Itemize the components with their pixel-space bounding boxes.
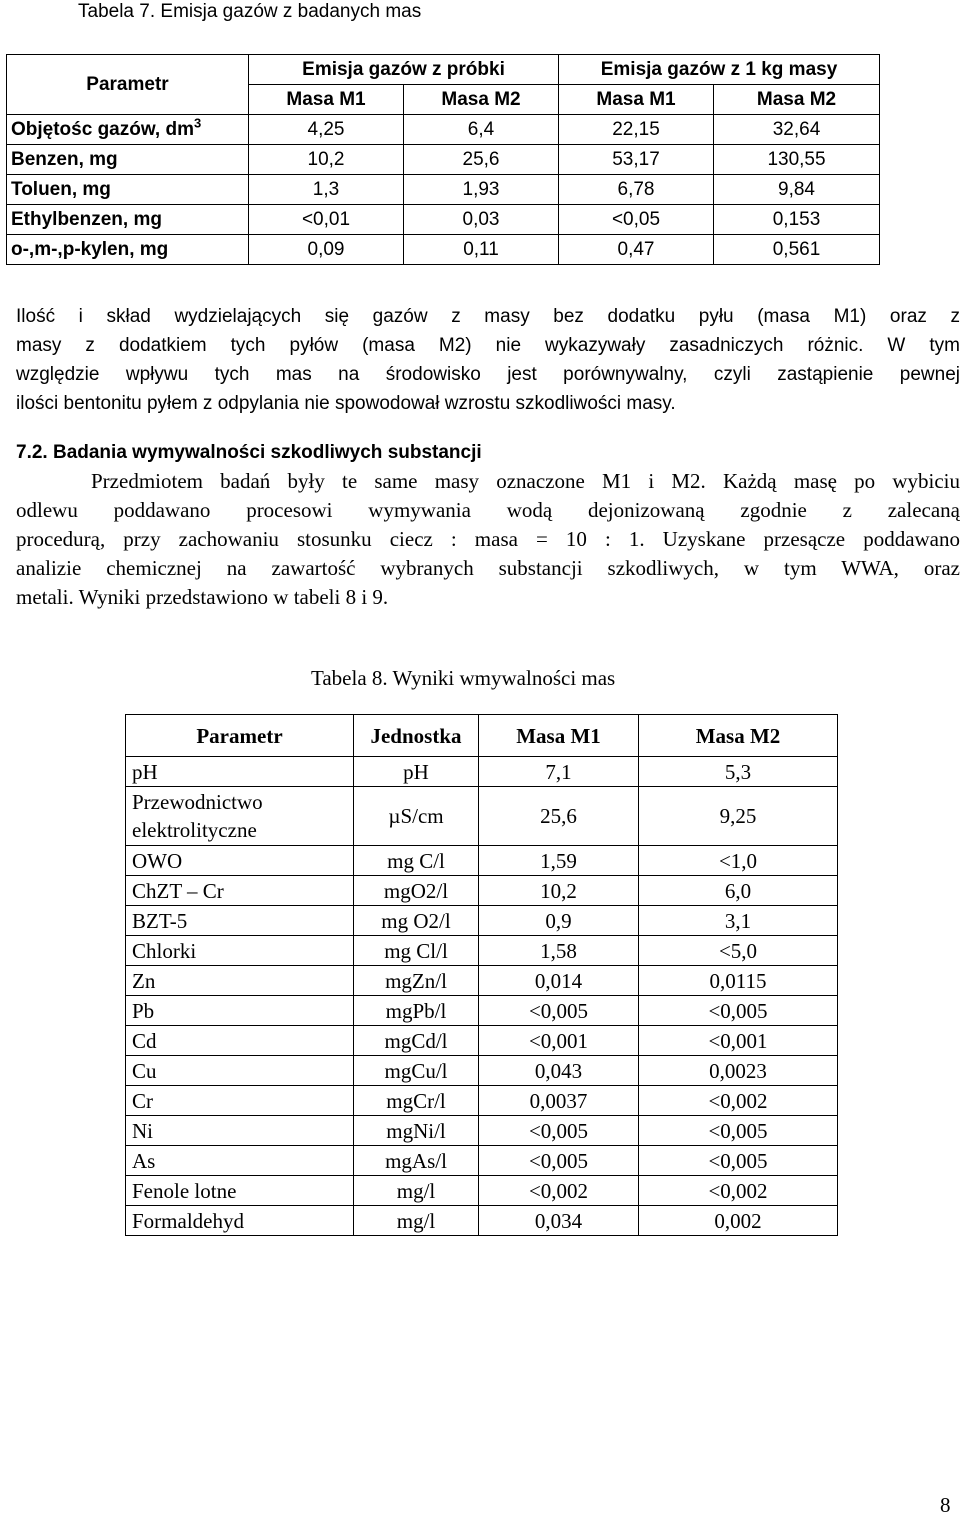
table8-m1-cell: <0,005 xyxy=(479,1116,639,1146)
table8-m1-cell: 0,043 xyxy=(479,1056,639,1086)
table8-leaching-results xyxy=(125,714,838,1236)
table7-value-cell: 1,3 xyxy=(249,175,404,205)
paragraph-line: analizie chemicznej na zawartość wybranych substancji szkodliwych, w tym WWA, oraz xyxy=(16,556,960,580)
table8-m2-cell: 3,1 xyxy=(639,906,838,936)
table8-unit-cell: mg C/l xyxy=(354,846,479,876)
table8-m2-cell: <0,002 xyxy=(639,1086,838,1116)
table-row xyxy=(126,1056,838,1086)
table8-m1-cell: 0,0037 xyxy=(479,1086,639,1116)
table7-value-cell: 25,6 xyxy=(404,145,559,175)
table8-param-cell: pH xyxy=(126,757,354,787)
table8-m1-cell: 1,58 xyxy=(479,936,639,966)
table8-m2-cell: <0,002 xyxy=(639,1176,838,1206)
table8-param-cell: ChZT – Cr xyxy=(126,876,354,906)
table-row xyxy=(126,876,838,906)
table7-header-sample-m1: Masa M1 xyxy=(249,85,404,115)
table8-m2-cell: 6,0 xyxy=(639,876,838,906)
table7-header-sample-m2: Masa M2 xyxy=(404,85,559,115)
table8-unit-cell: mgCr/l xyxy=(354,1086,479,1116)
table7-param-cell xyxy=(7,205,249,235)
table8-param-cell: Zn xyxy=(126,966,354,996)
page-number: 8 xyxy=(940,1493,951,1517)
table7-value-cell: 1,93 xyxy=(404,175,559,205)
table8-caption: Tabela 8. Wyniki wmywalności mas xyxy=(311,666,616,690)
table-row xyxy=(126,966,838,996)
table8-param-cell: OWO xyxy=(126,846,354,876)
table7-value-cell: 6,4 xyxy=(404,115,559,145)
table8-unit-cell: mgNi/l xyxy=(354,1116,479,1146)
table7-header-kg-m1: Masa M1 xyxy=(559,85,714,115)
table8-param-cell: Chlorki xyxy=(126,936,354,966)
table7-param-label: o-,m-,p-kylen, mg xyxy=(11,239,169,260)
table7-value-cell: 130,55 xyxy=(714,145,880,175)
table-row xyxy=(126,1086,838,1116)
table8-m1-cell: 0,034 xyxy=(479,1206,639,1236)
table8-unit-cell: mg/l xyxy=(354,1176,479,1206)
table8-unit-cell: mg O2/l xyxy=(354,906,479,936)
table8-m1-cell: 7,1 xyxy=(479,757,639,787)
table7-value-cell: <0,01 xyxy=(249,205,404,235)
table7-param-cell xyxy=(7,145,249,175)
table-row xyxy=(126,936,838,966)
table8-m1-cell: <0,005 xyxy=(479,1146,639,1176)
table8-m2-cell: <0,005 xyxy=(639,996,838,1026)
table8-param-cell: As xyxy=(126,1146,354,1176)
table8-m2-cell: 5,3 xyxy=(639,757,838,787)
table8-m1-cell: <0,001 xyxy=(479,1026,639,1056)
table7-header-row-1 xyxy=(7,55,880,85)
table8-unit-cell: mgPb/l xyxy=(354,996,479,1026)
table8-header-m1: Masa M1 xyxy=(479,715,639,757)
table8-m2-cell: 9,25 xyxy=(639,787,838,846)
table7-param-cell xyxy=(7,115,249,145)
paragraph-leaching-method xyxy=(16,467,960,612)
table8-param-cell: Cr xyxy=(126,1086,354,1116)
table7-header-sample: Emisja gazów z próbki xyxy=(249,55,559,85)
table-row xyxy=(7,145,880,175)
paragraph-line: masy z dodatkiem tych pyłów (masa M2) nie wykazywały zasadniczych różnic. W tym xyxy=(16,335,960,356)
table8-param-cell: Ni xyxy=(126,1116,354,1146)
table7-value-cell: 0,11 xyxy=(404,235,559,265)
table7-value-cell: 9,84 xyxy=(714,175,880,205)
table-row xyxy=(126,1116,838,1146)
table8-param-cell: Pb xyxy=(126,996,354,1026)
table8-param-cell: Cd xyxy=(126,1026,354,1056)
table-row xyxy=(126,906,838,936)
table7-value-cell: 0,09 xyxy=(249,235,404,265)
table8-m2-cell: <5,0 xyxy=(639,936,838,966)
table7-gas-emission xyxy=(6,54,880,265)
table-row xyxy=(7,175,880,205)
table8-param-cell: Przewodnictwo elektrolityczne xyxy=(126,787,354,846)
table-row xyxy=(7,115,880,145)
table8-param-cell: Cu xyxy=(126,1056,354,1086)
paragraph-line: ilości bentonitu pyłem z odpylania nie spowodował wzrostu szkodliwości masy. xyxy=(16,393,676,414)
table8-m2-cell: <0,005 xyxy=(639,1146,838,1176)
table-row xyxy=(7,235,880,265)
table-row xyxy=(126,1146,838,1176)
paragraph-line: metali. Wyniki przedstawiono w tabeli 8 i 9. xyxy=(16,585,389,609)
table7-value-cell: 0,561 xyxy=(714,235,880,265)
table8-unit-cell: mg/l xyxy=(354,1206,479,1236)
table8-m2-cell: 0,002 xyxy=(639,1206,838,1236)
table8-m2-cell: 0,0115 xyxy=(639,966,838,996)
table7-param-label: Ethylbenzen, mg xyxy=(11,209,162,230)
paragraph-line: względzie wpływu tych mas na środowisko jest porównywalny, czyli zastąpienie pewnej xyxy=(16,364,960,385)
table8-m1-cell: 10,2 xyxy=(479,876,639,906)
table8-unit-cell: mgAs/l xyxy=(354,1146,479,1176)
paragraph-gas-summary xyxy=(16,302,960,418)
table8-unit-cell: mgCu/l xyxy=(354,1056,479,1086)
table-row xyxy=(126,1026,838,1056)
table-row xyxy=(126,1176,838,1206)
table-row xyxy=(126,846,838,876)
table7-value-cell: 4,25 xyxy=(249,115,404,145)
table8-m1-cell: <0,002 xyxy=(479,1176,639,1206)
paragraph-line: Przedmiotem badań były te same masy oznaczone M1 i M2. Każdą masę po wybiciu xyxy=(91,469,960,493)
table7-param-cell xyxy=(7,175,249,205)
paragraph-line: Ilość i skład wydzielających się gazów z masy bez dodatku pyłu (masa M1) oraz z xyxy=(16,306,960,327)
table-row xyxy=(7,205,880,235)
table8-m1-cell: <0,005 xyxy=(479,996,639,1026)
table7-param-cell xyxy=(7,235,249,265)
table7-value-cell: 0,47 xyxy=(559,235,714,265)
table7-param-label: Benzen, mg xyxy=(11,149,118,170)
table7-value-cell: 22,15 xyxy=(559,115,714,145)
table7-caption: Tabela 7. Emisja gazów z badanych mas xyxy=(78,1,422,22)
table-row xyxy=(126,787,838,846)
table7-value-cell: 10,2 xyxy=(249,145,404,175)
table8-header-param: Parametr xyxy=(126,715,354,757)
table7-header-kg-m2: Masa M2 xyxy=(714,85,880,115)
table8-m1-cell: 1,59 xyxy=(479,846,639,876)
table7-value-cell: 53,17 xyxy=(559,145,714,175)
table7-value-cell: 32,64 xyxy=(714,115,880,145)
table8-unit-cell: mgZn/l xyxy=(354,966,479,996)
table7-param-label: Toluen, mg xyxy=(11,179,111,200)
paragraph-line: procedurą, przy zachowaniu stosunku ciecz : masa = 10 : 1. Uzyskane przesącze poddawano xyxy=(16,527,960,551)
table8-header-m2: Masa M2 xyxy=(639,715,838,757)
table8-unit-cell: pH xyxy=(354,757,479,787)
table8-param-cell: Fenole lotne xyxy=(126,1176,354,1206)
table8-param-cell: Formaldehyd xyxy=(126,1206,354,1236)
table7-value-cell: 6,78 xyxy=(559,175,714,205)
table7-value-cell: <0,05 xyxy=(559,205,714,235)
table8-m2-cell: <0,005 xyxy=(639,1116,838,1146)
table8-m1-cell: 25,6 xyxy=(479,787,639,846)
table8-header-unit: Jednostka xyxy=(354,715,479,757)
table7-header-param: Parametr xyxy=(7,55,249,115)
table7-header-kg: Emisja gazów z 1 kg masy xyxy=(559,55,880,85)
table-row xyxy=(126,757,838,787)
table-row xyxy=(126,996,838,1026)
unit-superscript: 3 xyxy=(194,115,202,131)
table8-m2-cell: 0,0023 xyxy=(639,1056,838,1086)
table8-m2-cell: <0,001 xyxy=(639,1026,838,1056)
paragraph-line: odlewu poddawano procesowi wymywania wodą dejonizowaną zgodnie z zalecaną xyxy=(16,498,960,522)
table7-param-label: Objętośc gazów, dm xyxy=(11,119,194,140)
table8-unit-cell: µS/cm xyxy=(354,787,479,846)
table8-param-cell: BZT-5 xyxy=(126,906,354,936)
table8-m2-cell: <1,0 xyxy=(639,846,838,876)
table7-value-cell: 0,153 xyxy=(714,205,880,235)
table8-m1-cell: 0,014 xyxy=(479,966,639,996)
table8-m1-cell: 0,9 xyxy=(479,906,639,936)
table8-unit-cell: mgO2/l xyxy=(354,876,479,906)
table7-value-cell: 0,03 xyxy=(404,205,559,235)
table8-unit-cell: mgCd/l xyxy=(354,1026,479,1056)
table8-unit-cell: mg Cl/l xyxy=(354,936,479,966)
table8-header-row xyxy=(126,715,838,757)
table-row xyxy=(126,1206,838,1236)
section-heading: 7.2. Badania wymywalności szkodliwych substancji xyxy=(16,442,482,463)
